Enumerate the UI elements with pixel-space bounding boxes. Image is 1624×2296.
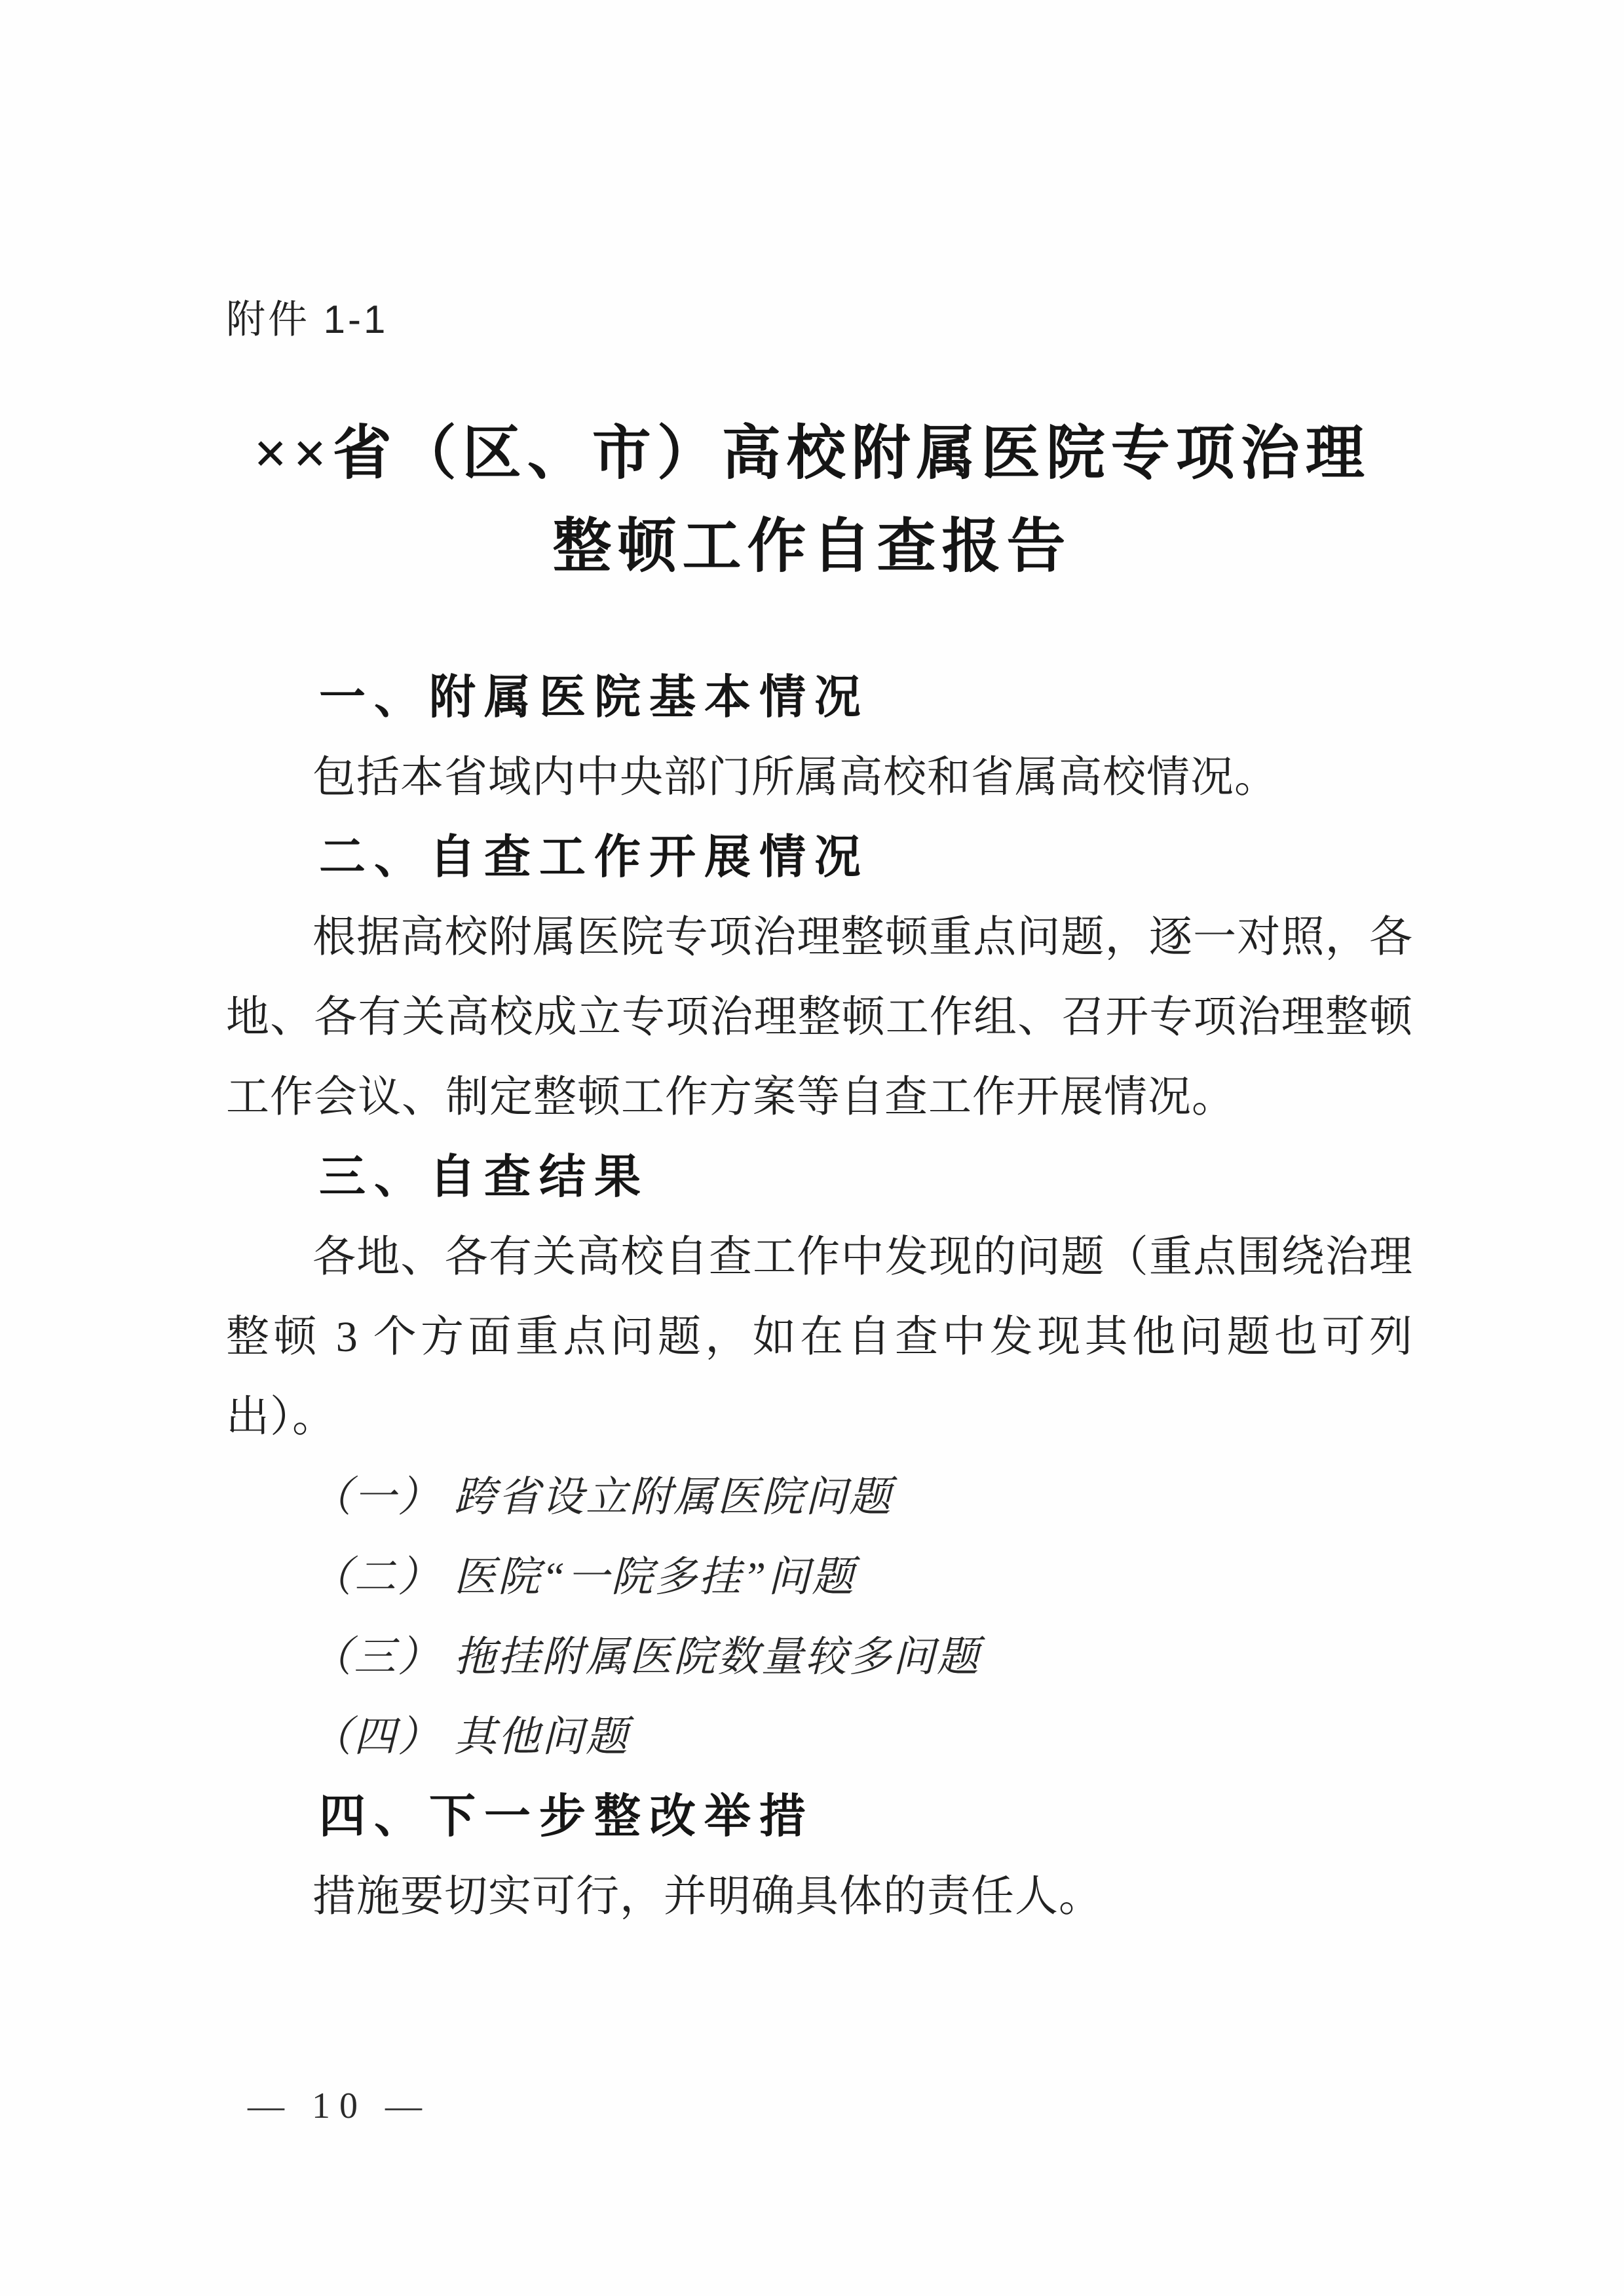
section-1-paragraph: 包括本省域内中央部门所属高校和省属高校情况。 [312, 754, 1278, 801]
section-3-subitem-4: （四） 其他问题 [310, 1713, 630, 1760]
section-4-paragraph: 措施要切实可行，并明确具体的责任人。 [312, 1873, 1103, 1921]
section-2-heading: 二、自查工作开展情况 [319, 832, 870, 883]
document-title-line1: ××省（区、市）高校附属医院专项治理 [254, 421, 1370, 486]
section-3-subitem-1: （一） 跨省设立附属医院问题 [310, 1474, 893, 1520]
section-3-subitem-3: （三） 拖挂附属医院数量较多问题 [310, 1634, 981, 1680]
section-2-paragraph: 根据高校附属医院专项治理整顿重点问题，逐一对照，各地、各有关高校成立专项治理整顿工作组、召开专项治理整顿工作会议、制定整顿工作方案等自查工作开展情况。 [226, 913, 1413, 1121]
section-1-heading: 一、附属医院基本情况 [319, 672, 870, 723]
section-3-paragraph: 各地、各有关高校自查工作中发现的问题（重点围绕治理整顿 3 个方面重点问题，如在自查中发现其他问题也可列出）。 [226, 1233, 1413, 1441]
document-body [226, 658, 1413, 1937]
section-3-heading: 三、自查结果 [319, 1151, 650, 1203]
document-title-line2: 整顿工作自查报告 [552, 514, 1072, 579]
attachment-label: 附件 1-1 [226, 297, 388, 341]
section-4-heading: 四、下一步整改举措 [319, 1791, 815, 1843]
section-3-subitem-2: （二） 医院“一院多挂”问题 [310, 1554, 856, 1600]
page-number: — 10 — [248, 2086, 431, 2126]
